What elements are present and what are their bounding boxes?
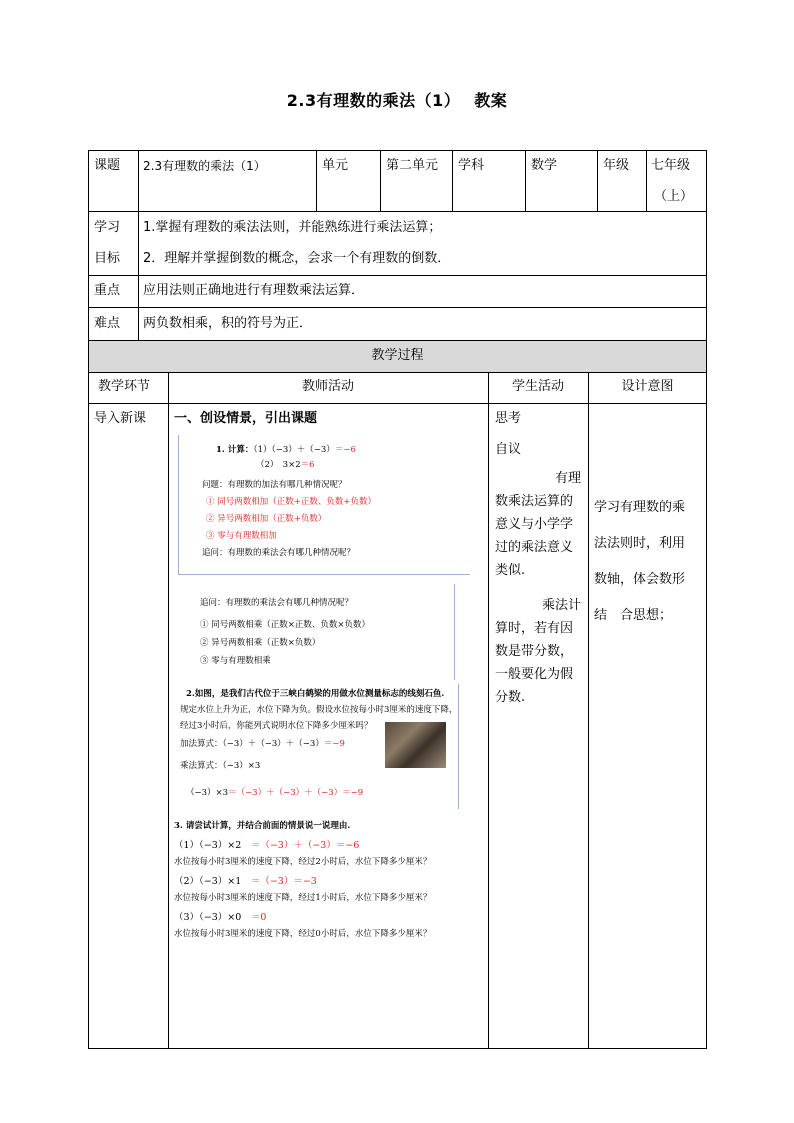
slide3-eq: （−3）×3 [186,788,229,798]
col-stage-header: 教学环节 [98,379,151,394]
slide1-question: 问题：有理数的加法有哪几种情况呢？ [202,480,347,490]
calc-label: 1. 计算： [216,445,254,455]
slide1-item: ① 同号两数相加（正数+正数、负数+负数） [206,497,376,507]
grade-value-line-2: （上） [654,189,694,204]
slide3-mul-label: 乘法算式：（−3）×3 [180,761,261,771]
slide-try-calculation [174,818,474,948]
goals-label-1: 学习 [94,220,121,235]
design-intent-line: 学习有理数的乘 [594,500,686,515]
student-think: 思考 [495,411,522,426]
grade-value-line-1: 七年级 [651,158,691,173]
design-intent-line: 数轴，体会数形 [594,572,686,587]
slide-stone-fish-problem [176,684,462,810]
slide2-item: ② 异号两数相乘（正数×负数） [200,638,321,648]
goals-line-1: 1.掌握有理数的乘法法则，并能熟练进行乘法运算； [143,220,442,235]
col-teacher-header: 教师活动 [301,379,354,394]
student-note-1-line: 有理 [554,471,581,486]
teacher-heading: 一、创设情景，引出课题 [174,411,318,426]
slide2-item: ① 同号两数相乘（正数×正数、负数×负数） [200,620,370,630]
stone-fish-photo [385,722,446,768]
slide4-heading: 3. 请尝试计算，并结合前面的情景说一说理由. [174,821,351,831]
slide3-line: 规定水位上升为正，水位下降为负。假设水位按每小时3厘米的速度下降， [180,705,458,715]
student-note-2 [495,594,585,709]
slide3-add-label: 加法算式：（−3）＋（−3）＋（−3） [180,739,324,749]
slide4-q2: （2）（−3）×1 [174,876,242,887]
student-note-2-line: 算时，若有因 [495,621,574,636]
grade-label: 年级 [603,158,630,173]
slide4-q3-text: 水位按每小时3厘米的速度下降，经过0小时后，水位下降多少厘米？ [174,929,432,939]
slide3-line: 经过3小时后，你能列式说明水位下降多少厘米吗？ [180,721,373,731]
topic-label: 课题 [94,158,121,173]
calc-1-result: ＝−6 [334,445,356,455]
student-note-2-line: 乘法计 [541,598,581,613]
slide4-q1-text: 水位按每小时3厘米的速度下降，经过2小时后，水位下降多少厘米？ [174,857,432,867]
student-note-2-line: 分数. [495,690,526,705]
key-label: 重点 [94,283,121,298]
slide4-q1: （1）（−3）×2 [174,840,242,851]
slide3-eq-result: ＝（−3）＋（−3）＋（−3）＝−9 [228,788,364,798]
calc-1: （1）（−3）＋（−3） [253,445,335,455]
col-intent-header: 设计意图 [621,379,674,394]
design-intent [594,490,704,634]
lesson-table [88,150,707,1049]
title-main: 2.3有理数的乘法（1） [286,91,461,110]
slide-addition-review [178,435,470,577]
unit-label: 单元 [322,158,349,173]
design-intent-line: 结 合思想； [594,608,673,623]
student-note-1-line: 类似. [495,563,526,578]
slide4-q3: （3）（−3）×0 [174,912,242,923]
difficulty-label: 难点 [94,316,121,331]
slide2-question: 追问：有理数的乘法会有哪几种情况呢？ [200,598,354,608]
unit-value: 第二单元 [386,158,439,173]
subject-label: 学科 [458,158,485,173]
process-band-title: 教学过程 [371,348,424,363]
slide4-q2-result: ＝（−3）＝−3 [250,876,317,887]
student-note-1-line: 过的乘法意义 [495,540,574,555]
page-title [0,88,794,111]
topic-value: 2.3有理数的乘法（1） [143,159,266,173]
title-suffix: 教案 [474,91,508,110]
col-student-header: 学生活动 [511,379,564,394]
slide1-item: ③ 零与有理数相加 [206,531,277,541]
student-note-2-line: 数是带分数， [495,644,574,659]
student-discuss: 自议 [495,442,522,457]
slide4-q2-text: 水位按每小时3厘米的速度下降，经过1小时后，水位下降多少厘米？ [174,893,432,903]
subject-value: 数学 [531,158,558,173]
slide2-item: ③ 零与有理数相乘 [200,656,271,666]
calc-2-result: ＝6 [300,460,315,470]
stage-intro: 导入新课 [94,411,147,426]
student-note-2-line: 一般要化为假 [495,667,574,682]
difficulty-value: 两负数相乘，积的符号为正． [143,316,313,331]
student-note-1-line: 数乘法运算的 [495,494,574,509]
goals-line-2: 2．理解并掌握倒数的概念，会求一个有理数的倒数． [143,251,451,266]
slide4-q3-result: ＝0 [250,912,267,923]
key-value: 应用法则正确地进行有理数乘法运算． [143,283,365,298]
student-note-1 [495,467,585,582]
slide1-item: ② 异号两数相加（正数+负数） [206,514,327,524]
design-intent-line: 法法则时，利用 [594,536,686,551]
student-note-1-line: 意义与小学学 [495,517,574,532]
slide1-followup: 追问：有理数的乘法会有哪几种情况呢？ [202,548,356,558]
slide-multiplication-cases [188,584,456,680]
slide3-add-result: ＝−9 [323,739,345,749]
calc-2: （2） 3×2 [256,460,301,470]
goals-label-2: 目标 [94,251,121,266]
slide4-q1-result: ＝（−3）＋（−3）＝−6 [250,840,360,851]
slide3-line: 2.如图，是我们古代位于三峡白鹤梁的用做水位测量标志的线刻石鱼. [186,689,445,699]
